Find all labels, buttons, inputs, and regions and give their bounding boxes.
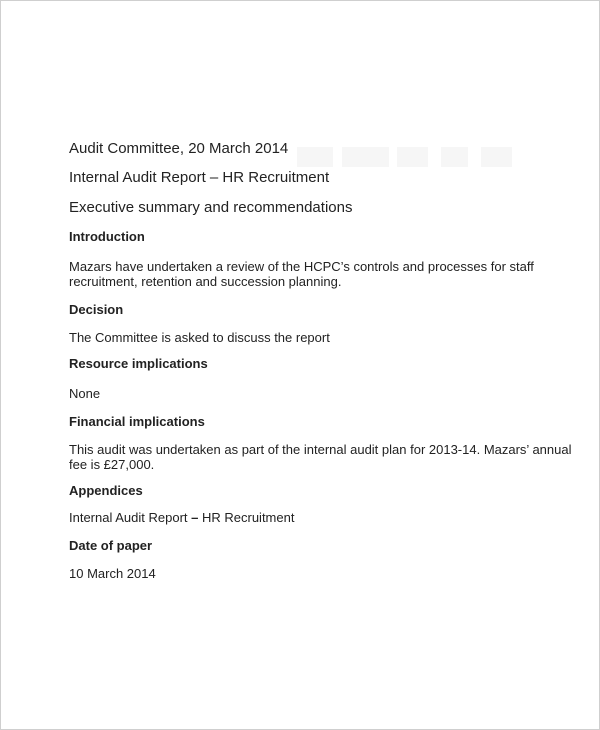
introduction-heading: Introduction [69, 229, 145, 244]
appendices-body-dash: – [191, 510, 199, 525]
financial-implications-line-2: fee is £27,000. [69, 457, 155, 472]
resource-implications-heading: Resource implications [69, 356, 208, 371]
resource-implications-body: None [69, 386, 101, 401]
introduction-line-1: Mazars have undertaken a review of the HCPC’s controls and processes for staff [69, 259, 534, 274]
document-content [69, 140, 572, 581]
appendices-body-post: HR Recruitment [198, 510, 295, 525]
financial-implications-line-1: This audit was undertaken as part of the internal audit plan for 2013-14. Mazars’ annual [69, 442, 572, 457]
decision-body: The Committee is asked to discuss the report [69, 330, 330, 345]
date-of-paper-body: 10 March 2014 [69, 566, 156, 581]
appendices-body [69, 510, 547, 525]
financial-implications-heading: Financial implications [69, 414, 205, 429]
financial-implications-paragraph [69, 442, 572, 472]
report-subtitle: Executive summary and recommendations [69, 199, 353, 216]
decision-heading: Decision [69, 302, 124, 317]
report-title: Internal Audit Report – HR Recruitment [69, 169, 330, 186]
meeting-title: Audit Committee, 20 March 2014 [69, 140, 289, 157]
introduction-paragraph [69, 259, 547, 289]
introduction-line-2: recruitment, retention and succession planning. [69, 274, 342, 289]
date-of-paper-heading: Date of paper [69, 538, 153, 553]
appendices-heading: Appendices [69, 483, 143, 498]
appendices-body-pre: Internal Audit Report [69, 510, 192, 525]
